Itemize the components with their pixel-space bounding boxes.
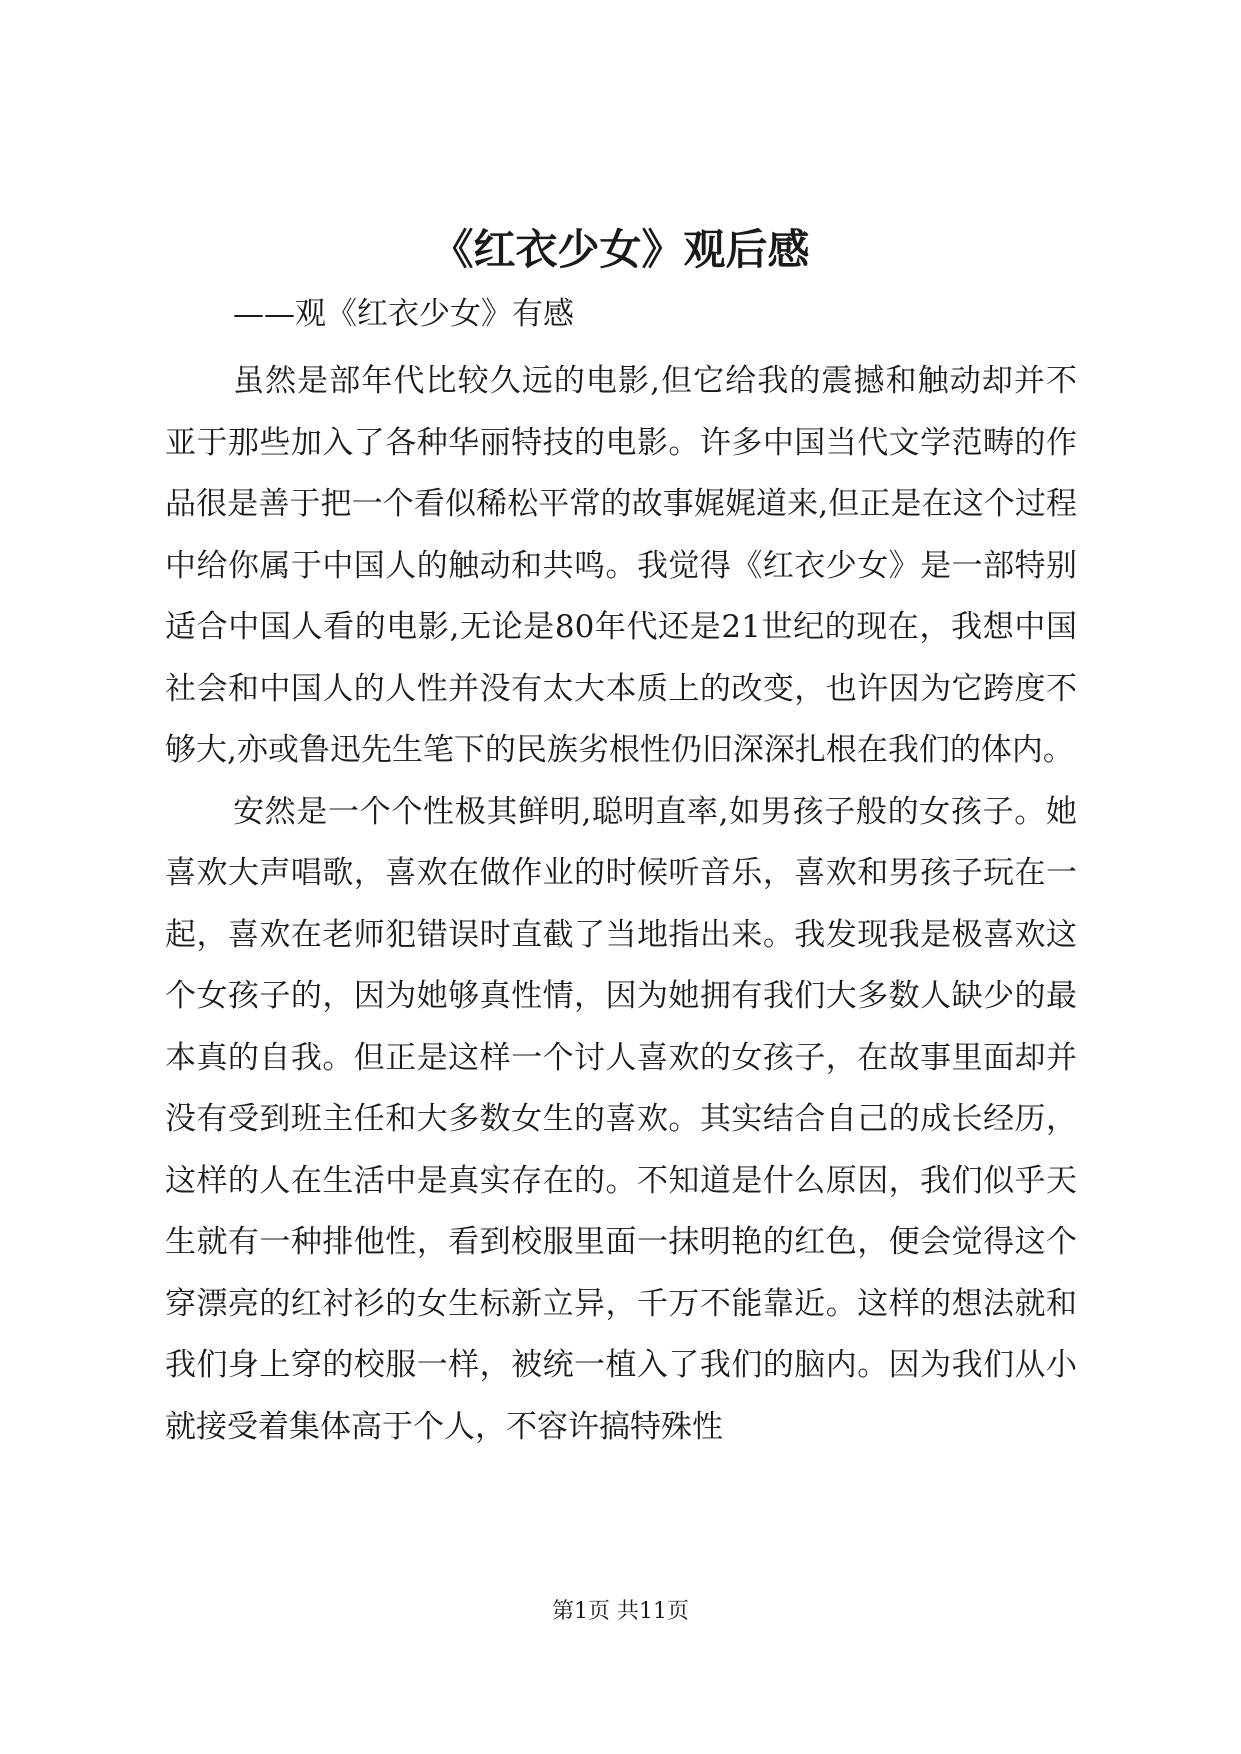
paragraph: 虽然是部年代比较久远的电影,但它给我的震撼和触动却并不亚于那些加入了各种华丽特技的电影。许多中国当代文学范畴的作品很是善于把一个看似稀松平常的故事娓娓道来,但正是在这个过程中给你属于中国人的触动和共鸣。我觉得《红衣少女》是一部特别适合中国人看的电影,无论是80年代还是21世纪的现在，我想中国社会和中国人的人性并没有太大本质上的改变，也许因为它跨度不够大,亦或鲁迅先生笔下的民族劣根性仍旧深深扎根在我们的体内。 xyxy=(165,363,1077,768)
document-body xyxy=(165,351,1077,1458)
page-footer: 第1页 共11页 xyxy=(552,1599,689,1624)
paragraph: 安然是一个个性极其鲜明,聪明直率,如男孩子般的女孩子。她喜欢大声唱歌，喜欢在做作业的时候听音乐，喜欢和男孩子玩在一起，喜欢在老师犯错误时直截了当地指出来。我发现我是极喜欢这个女孩子的，因为她够真性情，因为她拥有我们大多数人缺少的最本真的自我。但正是这样一个讨人喜欢的女孩子，在故事里面却并没有受到班主任和大多数女生的喜欢。其实结合自己的成长经历，这样的人在生活中是真实存在的。不知道是什么原因，我们似乎天生就有一种排他性，看到校服里面一抹明艳的红色，便会觉得这个穿漂亮的红衬衫的女生标新立异，千万不能靠近。这样的想法就和我们身上穿的校服一样，被统一植入了我们的脑内。因为我们从小就接受着集体高于个人，不容许搞特殊性 xyxy=(165,793,1077,1445)
document-title: 《红衣少女》观后感 xyxy=(431,225,810,274)
document-subtitle: ——观《红衣少女》有感 xyxy=(233,296,574,332)
